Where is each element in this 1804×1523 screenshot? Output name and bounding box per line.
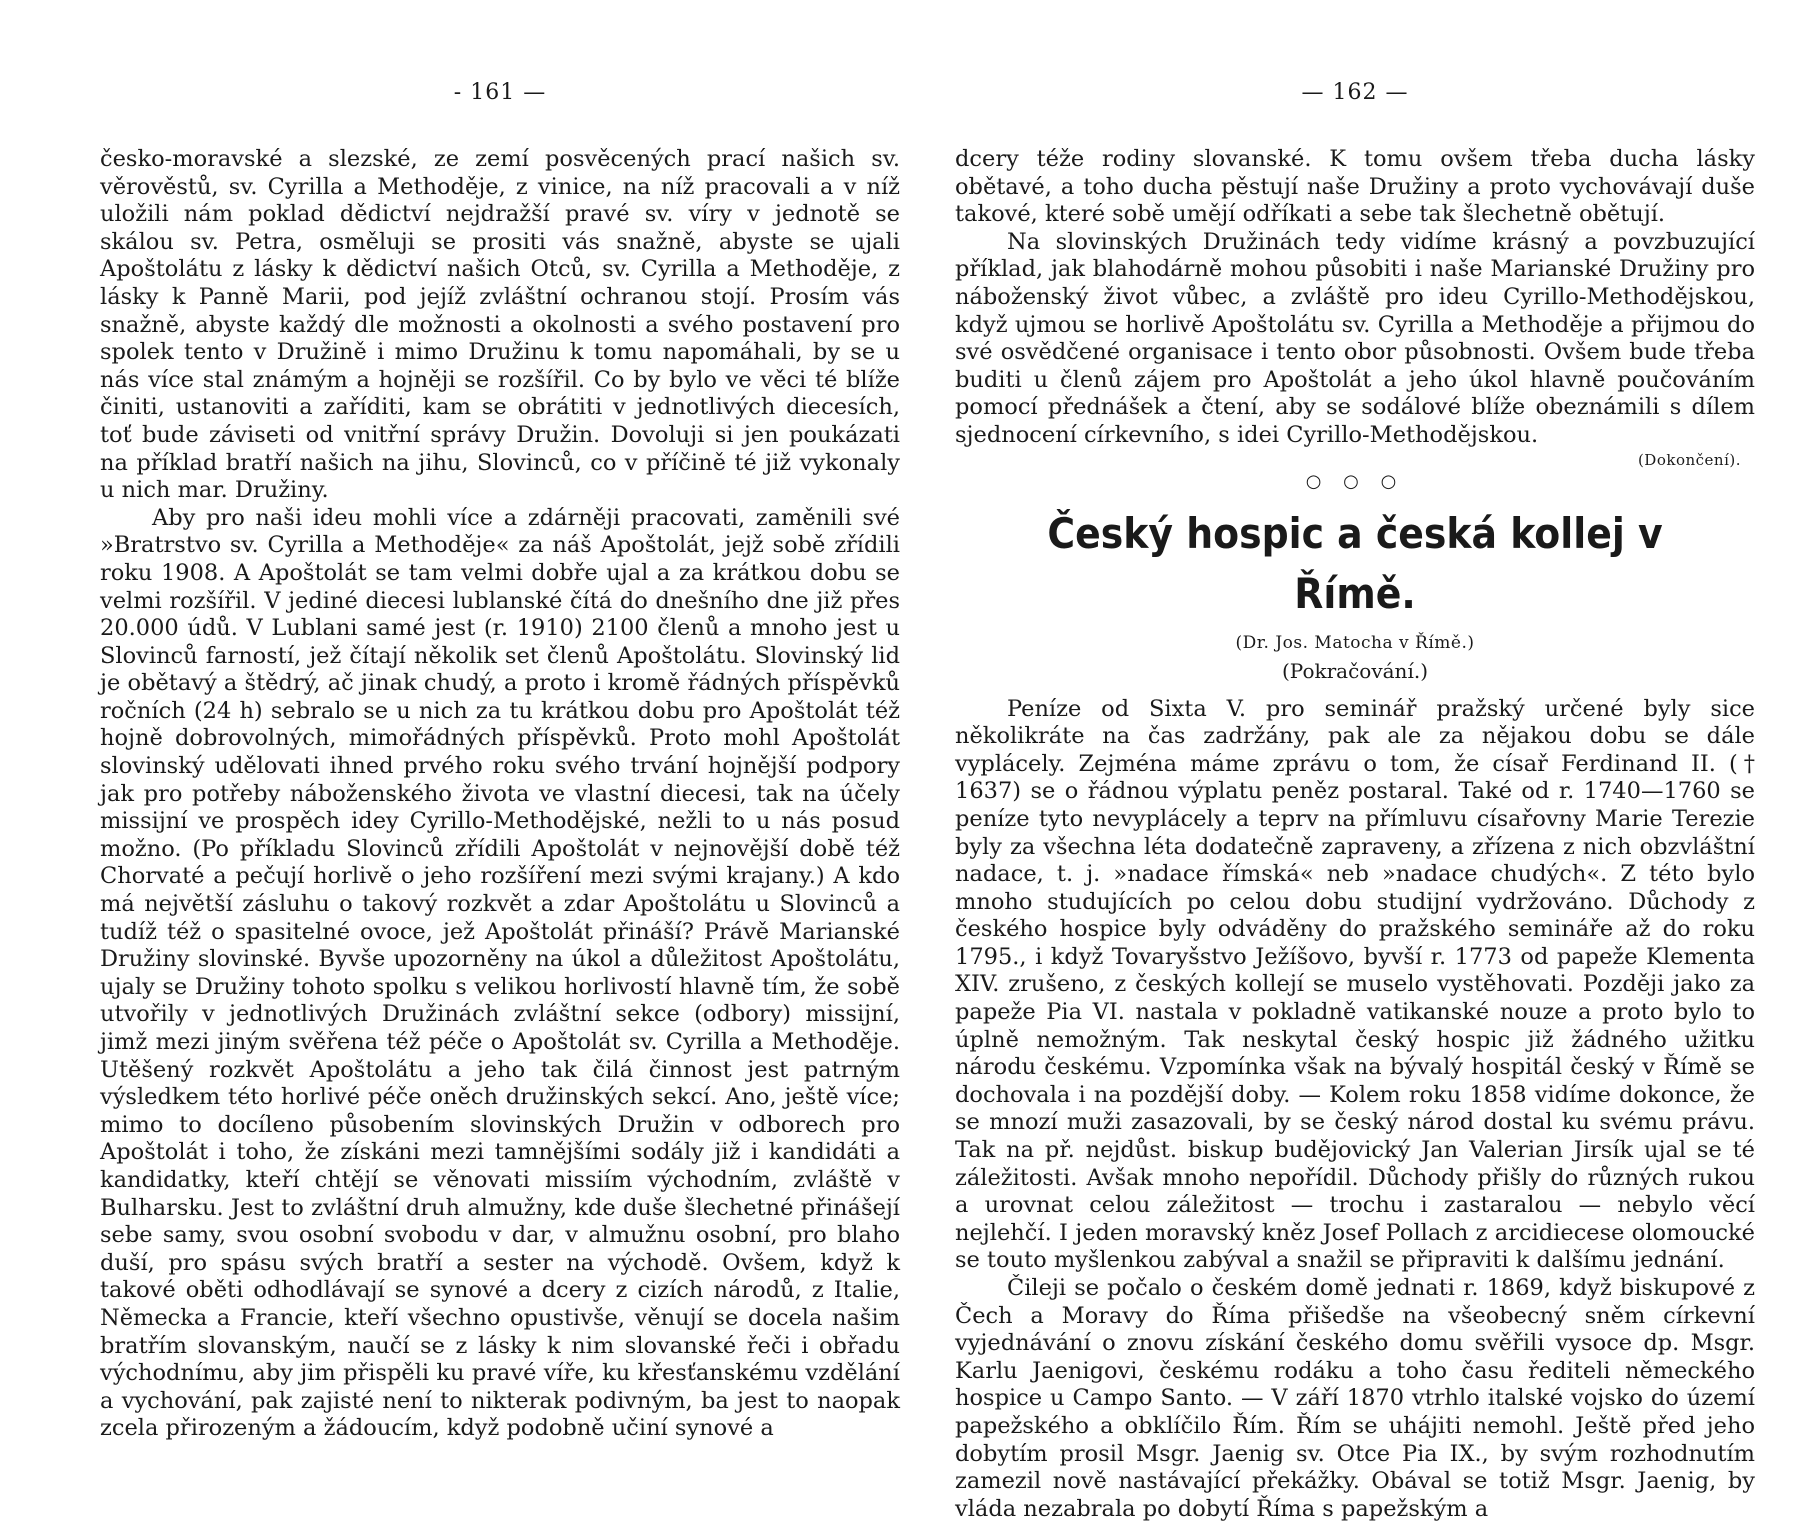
paragraph: Na slovinských Družinách tedy vidíme krásný a povzbuzující příklad, jak blahodárně mohou působiti i naše Marianské Družiny pro náboženský život vůbec, a zvláště pro ideu Cyrillo-Methodějskou, když ujmou se horlivě Apoštolátu sv. Cyrilla a Methoděje a přijmou do své osvědčené organisace i tento obor působnosti. Ovšem bude třeba buditi u členů zájem pro Apoštolát a jeho úkol hlavně poučováním pomocí přednášek a čtení, aby se sodálové blíže obeznámili s dílem sjednocení církevního, s idei Cyrillo-Methodějskou. <box>955 228 1755 448</box>
byline: (Dr. Jos. Matocha v Římě.) <box>1235 632 1475 653</box>
paragraph: Peníze od Sixta V. pro seminář pražský určené byly sice několikráte na čas zadržány, pak ale za nějakou dobu se dále vyplácely. Zejména máme zprávu o tom, že císař Ferdinand II. († 1637) se o řádnou výplatu peněz postaral. Také od r. 1740—1760 se peníze tyto nevyplácely a teprv na přímluvu císařovny Marie Terezie byly za všechna léta dodatečně zapraveny, a zřízena z nich obzvláštní nadace, t. j. »nadace římská« neb »nadace chudých«. Z této bylo mnoho studujících po celou dobu studijní vydržováno. Důchody z českého hospice byly odváděny do pražského semináře až do roku 1795., i když Tovaryšstvo Ježíšovo, byvší r. 1773 od papeže Klementa XIV. zrušeno, z českých kollejí se muselo vystěhovati. Později jako za papeže Pia VI. nastala v pokladně vatikanské nouze a proto bylo to úplně nemožným. Tak neskytal český hospic již žádného užitku národu českému. Vzpomínka však na bývalý hospitál český v Římě se dochovala i na pozdější doby. — Kolem roku 1858 vidíme dokonce, že se mnozí muži zasazovali, by se český národ dostal ku svému právu. Tak na př. nejdůst. biskup budějovický Jan Valerian Jirsík ujal se té záležitosti. Avšak mnoho nepořídil. Důchody přišly do různých rukou a urovnat celou záležitost — trochu i zastaralou — nebylo věcí nejlehčí. I jeden moravský kněz Josef Pollach z arcidiecese olomoucké se touto myšlenkou zabýval a snažil se připraviti k dalšímu jednání. <box>955 695 1755 1274</box>
page-number: - 161 — <box>453 80 547 105</box>
end-note: (Dokončení). <box>1637 450 1741 469</box>
continuation-note: (Pokračování.) <box>1282 658 1428 683</box>
section-separator: ○ ○ ○ <box>1305 470 1405 492</box>
page-number: — 162 — <box>1301 80 1409 105</box>
paragraph: Čileji se počalo o českém domě jednati r. 1869, když biskupové z Čech a Moravy do Říma přišedše na všeobecný sněm církevní vyjednávání o znovu získání českého domu svěřili vysoce dp. Msgr. Karlu Jaenigovi, českému rodáku a toho času řediteli německého hospice u Campo Santo. — V září 1870 vtrhlo italské vojsko do území papežského a obklíčilo Řím. Řím se uhájiti nemohl. Ještě před jeho dobytím prosil Msgr. Jaenig sv. Otce Pia IX., by svým rozhodnutím zamezil nově nastávající překážky. Obával se totiž Msgr. Jaenig, by vláda nezabrala po dobytí Říma s papežským a <box>955 1275 1755 1522</box>
paragraph: česko-moravské a slezské, ze zemí posvěcených prací našich sv. věrověstů, sv. Cyrilla a Methoděje, z vinice, na níž pracovali a v níž uložili nám poklad dědictví nejdražší pravé sv. víry v jednotě se skálou sv. Petra, osměluji se prositi vás snažně, abyste se ujali Apoštolátu z lásky k dědictví našich Otců, sv. Cyrilla a Methoděje, z lásky k Panně Marii, pod jejíž zvláštní ochranou stojí. Prosím vás snažně, abyste každý dle možnosti a okolnosti a svého postavení pro spolek tento v Družině i mimo Družinu k tomu napomáhali, by se u nás více stal známým a hojněji se rozšířil. Co by bylo ve věci té blíže činiti, ustanoviti a zaříditi, kam se obrátiti v jednotlivých diecesích, toť bude záviseti od vnitřní správy Družin. Dovoluji si jen poukázati na příklad bratří našich na jihu, Slovinců, co v příčině té již vykonaly u nich mar. Družiny. <box>100 146 900 504</box>
right-page-body <box>955 146 1755 1523</box>
article-title: Český hospic a česká kollej v Římě. <box>1047 508 1663 618</box>
paragraph: dcery téže rodiny slovanské. K tomu ovšem třeba ducha lásky obětavé, a toho ducha pěstují naše Družiny a proto vychovávají duše takové, které sobě umějí odříkati a sebe tak šlechetně obětují. <box>955 146 1755 228</box>
left-page-body <box>100 146 900 1443</box>
paragraph: Aby pro naši ideu mohli více a zdárněji pracovati, zaměnili své »Bratrstvo sv. Cyrilla a Methoděje« za náš Apoštolát, jejž sobě zřídili roku 1908. A Apoštolát se tam velmi dobře ujal a za krátkou dobu se velmi rozšířil. V jediné diecesi lublanské čítá do dnešního dne již přes 20.000 údů. V Lublani samé jest (r. 1910) 2100 členů a mnoho jest u Slovinců farností, jež čítají několik set členů Apoštolátu. Slovinský lid je obětavý a štědrý, ač jinak chudý, a proto i kromě řádných příspěvků ročních (24 h) sebralo se u nich za tu krátkou dobu pro Apoštolát též hojně dobrovolných, mimořádných příspěvků. Proto mohl Apoštolát slovinský udělovati ihned prvého roku svého trvání hojnější podpory jak pro potřeby náboženského života ve vlastní diecesi, tak na účely missijní ve prospěch idey Cyrillo-Methodějské, nežli to u nás posud možno. (Po příkladu Slovinců zřídili Apoštolát v nejnovější době též Chorvaté a pečují horlivě o jeho rozšíření mezi svými krajany.) A kdo má největší zásluhu o takový rozkvět a zdar Apoštolátu u Slovinců a tudíž též o spasitelné ovoce, jež Apoštolát přináší? Právě Marianské Družiny slovinské. Byvše upozorněny na úkol a důležitost Apoštolátu, ujaly se Družiny tohoto spolku s velikou horlivostí hlavně tím, že sobě utvořily v jednotlivých Družinách zvláštní sekce (odbory) missijní, jimž mezi jiným svěřena též péče o Apoštolát sv. Cyrilla a Methoděje. Utěšený rozkvět Apoštolátu a jeho tak čilá činnost jest patrným výsledkem této horlivé péče oněch družinských sekcí. Ano, ještě více; mimo to docíleno působením slovinských Družin v odborech pro Apoštolát i toho, že získáni mezi tamnějšími sodály již i kandidáti a kandidatky, kteří chtějí se věnovati missiím východním, zvláště v Bulharsku. Jest to zvláštní druh almužny, kde duše šlechetné přinášejí sebe samy, svou osobní svobodu v dar, v almužnu osobní, pro blaho duší, pro spásu svých bratří a sester na východě. Ovšem, když k takové oběti odhodlávají se synové a dcery z cizích národů, z Italie, Německa a Francie, kteří všechno opustivše, věnují se docela našim bratřím slovanským, naučí se z lásky k nim slovanské řeči i obřadu východnímu, aby jim přispěli ku pravé víře, ku křesťanskému vzdělání a vychování, pak zajisté není to nikterak podivným, ba jest to naopak zcela přirozeným a žádoucím, když podobně učiní synové a <box>100 504 900 1442</box>
